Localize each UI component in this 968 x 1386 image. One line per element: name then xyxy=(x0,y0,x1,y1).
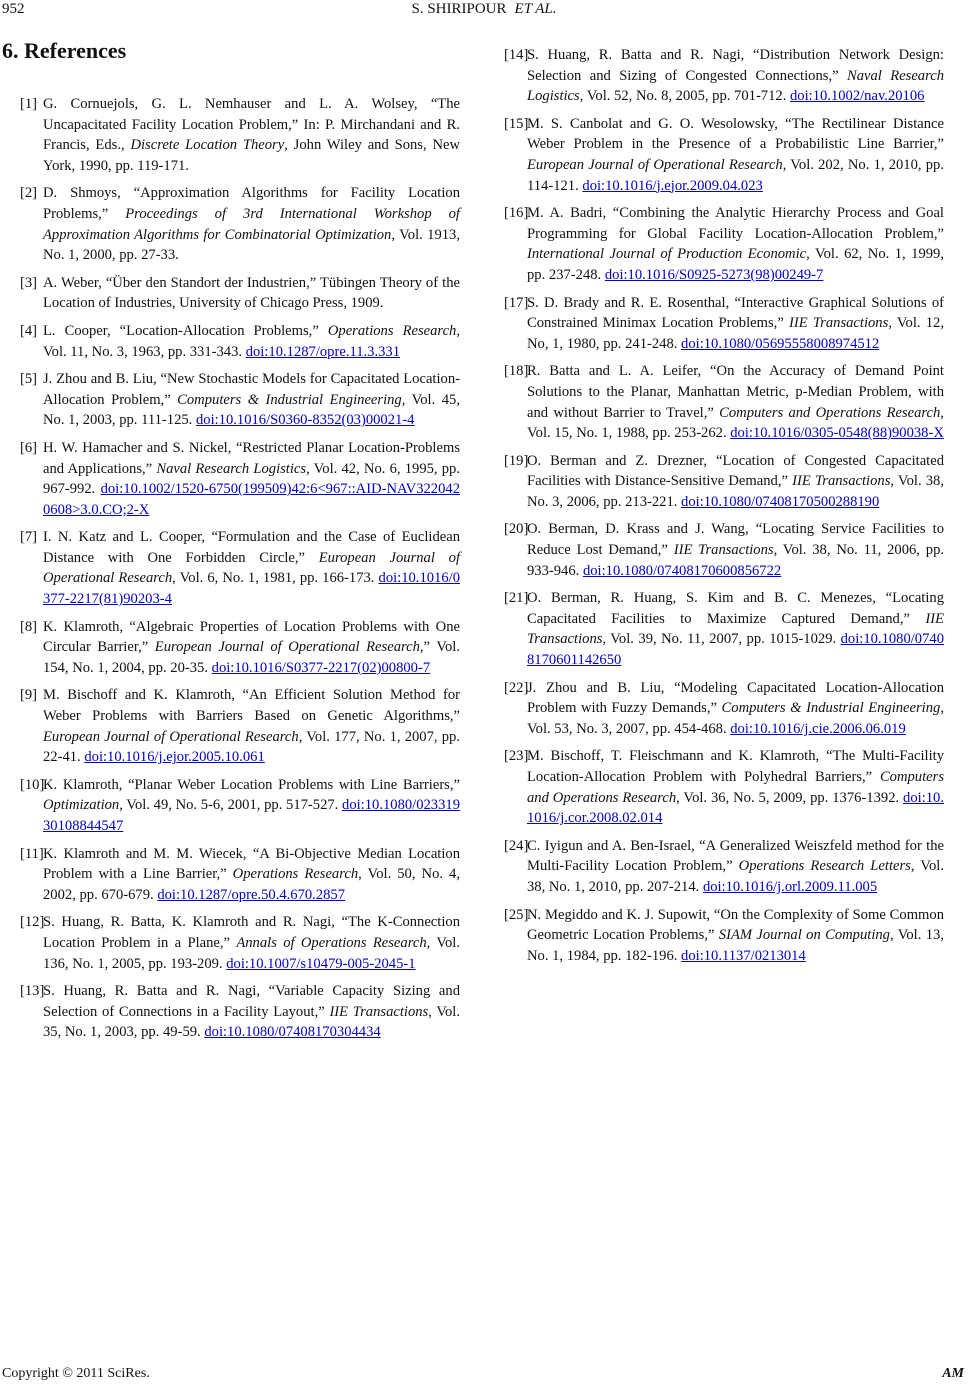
reference-number: [23] xyxy=(504,748,529,765)
reference-text: M. S. Canbolat and G. O. Wesolowsky, “The Rectilinear Distance Weber Problem in the Presence of a Probabilistic Line Barrier,” xyxy=(527,115,944,153)
reference-item xyxy=(504,746,944,828)
reference-text: G. Cornuejols, G. L. Nemhauser and L. A. Wolsey, “The Uncapacitated Facility Location Problem,” In: P. Mirchandani and R. Francis, Eds., xyxy=(43,96,460,154)
doi-link[interactable]: doi:10.1080/05695558008974512 xyxy=(681,335,880,352)
reference-text: D. Shmoys, “Approximation Algorithms for Facility Location Problems,” xyxy=(43,185,460,222)
reference-number: [17] xyxy=(504,294,529,311)
doi-link[interactable]: doi:10.1080/02331930108844547 xyxy=(43,797,460,834)
running-title-author: S. SHIRIPOUR xyxy=(411,1,507,17)
reference-text: K. Klamroth, “Planar Weber Location Problems with Line Barriers,” xyxy=(43,776,460,793)
reference-item xyxy=(20,775,460,837)
reference-source: Optimization xyxy=(43,797,120,814)
reference-source: IIE Transactions xyxy=(792,473,891,490)
reference-text: K. Klamroth, “Algebraic Properties of Location Problems with One Circular Barrier,” xyxy=(43,618,460,656)
reference-source: Operations Research xyxy=(327,322,457,339)
reference-number: [8] xyxy=(20,618,38,635)
reference-number: [13] xyxy=(20,983,45,1000)
reference-item xyxy=(504,588,944,670)
doi-link[interactable]: doi:10.1287/opre.50.4.670.2857 xyxy=(157,886,346,903)
reference-text: H. W. Hamacher and S. Nickel, “Restricted Planar Location-Problems and Applications,” xyxy=(43,439,460,477)
reference-number: [22] xyxy=(504,679,529,696)
reference-item xyxy=(20,438,460,520)
reference-number: [24] xyxy=(504,837,529,854)
reference-text: S. D. Brady and R. E. Rosenthal, “Interactive Graphical Solutions of Constrained Minimax Location Problems,” xyxy=(527,294,944,332)
reference-text: , Vol. 35, No. 1, 2003, pp. 49-59. xyxy=(43,1003,461,1041)
reference-text: M. A. Badri, “Combining the Analytic Hierarchy Process and Goal Programming for Global Facility Location-Allocation Problem,” xyxy=(527,205,944,242)
reference-text: , Vol. 136, No. 1, 2005, pp. 193-209. xyxy=(43,934,460,972)
reference-number: [5] xyxy=(20,371,38,388)
reference-text: ,” Vol. 154, No. 1, 2004, pp. 20-35. xyxy=(43,639,460,676)
reference-number: [20] xyxy=(504,521,529,538)
reference-text: S. Huang, R. Batta and R. Nagi, “Distribution Network Design: Selection and Sizing of Congested Connections,” xyxy=(527,47,944,84)
reference-source: IIE Transactions xyxy=(789,315,889,332)
reference-text: R. Batta and L. A. Leifer, “On the Accuracy of Demand Point Solutions to the Planar, Manhattan Metric, p-Median Problem, with and without Barrier to Travel,” xyxy=(527,363,944,421)
reference-text: O. Berman, R. Huang, S. Kim and B. C. Menezes, “Locating Capacitated Facilities to Maximize Captured Demand,” xyxy=(527,590,944,627)
reference-source: Computers & Industrial Engineering xyxy=(721,700,941,717)
reference-source: European Journal of Operational Research xyxy=(154,639,420,656)
reference-item xyxy=(504,361,944,443)
reference-item xyxy=(20,369,460,431)
reference-text: , Vol. 50, No. 4, 2002, pp. 670-679. xyxy=(43,866,460,903)
doi-link[interactable]: doi:10.1016/j.ejor.2005.10.061 xyxy=(84,749,265,766)
doi-link[interactable]: doi:10.1080/07408170600856722 xyxy=(582,562,782,579)
doi-link[interactable]: doi:10.1016/S0360-8352(03)00021-4 xyxy=(195,412,415,429)
reference-source: International Journal of Production Economic xyxy=(527,246,807,263)
reference-text: , Vol. 62, No. 1, 1999, pp. 237-248. xyxy=(527,246,944,283)
reference-source: European Journal of Operational Research xyxy=(43,549,460,587)
doi-link[interactable]: doi:10.1016/0377-2217(81)90203-4 xyxy=(43,570,460,608)
reference-item xyxy=(20,844,460,906)
references-column-left xyxy=(20,94,460,1050)
reference-number: [6] xyxy=(20,439,38,456)
reference-number: [12] xyxy=(20,914,45,931)
reference-text: , Vol. 36, No. 5, 2009, pp. 1376-1392. xyxy=(676,789,904,806)
reference-number: [3] xyxy=(20,274,38,291)
reference-text: , Vol. 12, No, 1, 1980, pp. 241-248. xyxy=(527,315,944,352)
reference-item xyxy=(20,183,460,265)
reference-number: [1] xyxy=(20,96,38,112)
reference-source: European Journal of Operational Research xyxy=(527,156,783,173)
reference-source: Computers and Operations Research xyxy=(719,404,941,421)
reference-text: M. Bischoff, T. Fleischmann and K. Klamroth, “The Multi-Facility Location-Allocation Problem with Polyhedral Barriers,” xyxy=(527,748,944,785)
reference-item xyxy=(20,685,460,767)
reference-text: S. Huang, R. Batta, K. Klamroth and R. Nagi, “The K-Connection Location Problem in a Plane,” xyxy=(43,914,460,951)
reference-text: , Vol. 53, No. 3, 2007, pp. 454-468. xyxy=(527,700,944,737)
reference-source: Proceedings of 3rd International Workshop of Approximation Algorithms for Combinatorial Optimization xyxy=(43,205,460,243)
reference-source: Annals of Operations Research xyxy=(236,934,427,951)
doi-link[interactable]: doi:10.1002/1520-6750(199509)42:6<967::AID-NAV3220420608>3.0.CO;2-X xyxy=(43,481,460,518)
reference-text: O. Berman and Z. Drezner, “Location of Congested Capacitated Facilities with Distance-Sensitive Demand,” xyxy=(527,452,944,490)
copyright: Copyright © 2011 SciRes. xyxy=(2,1366,150,1381)
doi-link[interactable]: doi:10.1002/nav.20106 xyxy=(790,88,925,105)
section-title: 6. References xyxy=(2,38,127,63)
reference-number: [15] xyxy=(504,115,529,132)
reference-text: , Vol. 52, No. 8, 2005, pp. 701-712. xyxy=(579,88,790,105)
reference-source: Operations Research xyxy=(232,866,359,883)
reference-text: M. Bischoff and K. Klamroth, “An Efficient Solution Method for Weber Problems with Barriers Based on Genetic Algorithms,” xyxy=(43,687,460,725)
reference-text: , Vol. 11, No. 3, 1963, pp. 331-343. xyxy=(43,322,460,360)
reference-item xyxy=(504,114,944,196)
reference-item xyxy=(20,321,460,362)
doi-link[interactable]: doi:10.1137/0213014 xyxy=(681,947,806,964)
reference-item xyxy=(504,451,944,513)
reference-number: [19] xyxy=(504,452,529,469)
running-title xyxy=(0,1,968,18)
reference-source: IIE Transactions xyxy=(673,542,774,559)
reference-item xyxy=(20,617,460,679)
doi-link[interactable]: doi:10.1016/j.cor.2008.02.014 xyxy=(527,789,944,827)
reference-text: I. N. Katz and L. Cooper, “Formulation and the Case of Euclidean Distance with One Forbidden Circle,” xyxy=(43,529,460,566)
doi-link[interactable]: doi:10.1016/j.ejor.2009.04.023 xyxy=(582,177,763,194)
references-column-right xyxy=(504,45,944,973)
reference-item xyxy=(504,905,944,967)
doi-link[interactable]: doi:10.1016/S0377-2217(02)00800-7 xyxy=(211,659,431,676)
reference-number: [9] xyxy=(20,687,38,704)
reference-item xyxy=(504,678,944,740)
reference-text: S. Huang, R. Batta and R. Nagi, “Variable Capacity Sizing and Selection of Connections in a Facility Layout,” xyxy=(43,983,460,1020)
page-number: 952 xyxy=(2,1,25,17)
reference-text: , John Wiley and Sons, New York, 1990, pp. 119-171. xyxy=(43,137,460,174)
reference-item xyxy=(20,527,460,609)
reference-text: , Vol. 15, No. 1, 1988, pp. 253-262. xyxy=(527,404,944,442)
reference-number: [14] xyxy=(504,47,529,63)
reference-number: [16] xyxy=(504,205,529,222)
reference-item xyxy=(20,981,460,1043)
page-header xyxy=(0,0,968,20)
reference-item xyxy=(504,45,944,107)
running-title-etal: ET AL. xyxy=(514,1,557,17)
reference-source: Naval Research Logistics xyxy=(527,67,945,105)
reference-source: IIE Transactions xyxy=(329,1003,429,1020)
reference-text: , Vol. 177, No. 1, 2007, pp. 22-41. xyxy=(43,728,460,766)
reference-text: , Vol. 202, No. 1, 2010, pp. 114-121. xyxy=(527,156,944,194)
reference-number: [10] xyxy=(20,776,45,793)
reference-text: J. Zhou and B. Liu, “New Stochastic Models for Capacitated Location-Allocation Problem,” xyxy=(43,371,460,408)
reference-item xyxy=(504,519,944,581)
reference-item xyxy=(504,293,944,355)
reference-source: Naval Research Logistics xyxy=(156,460,307,477)
reference-source: SIAM Journal on Computing xyxy=(718,927,890,944)
reference-item xyxy=(20,273,460,314)
reference-item xyxy=(504,836,944,898)
reference-number: [7] xyxy=(20,529,38,546)
doi-link[interactable]: doi:10.1016/j.cie.2006.06.019 xyxy=(730,720,906,737)
doi-link[interactable]: doi:10.1080/07408170601142650 xyxy=(527,631,944,669)
reference-text: , Vol. 45, No. 1, 2003, pp. 111-125. xyxy=(43,391,460,429)
reference-source: Discrete Location Theory xyxy=(130,137,285,154)
reference-text: N. Megiddo and K. J. Supowit, “On the Complexity of Some Common Geometric Location Problems,” xyxy=(527,906,944,944)
reference-number: [4] xyxy=(20,322,38,339)
doi-link[interactable]: doi:10.1080/07408170500288190 xyxy=(681,493,880,510)
reference-text: , Vol. 42, No. 6, 1995, pp. 967-992. xyxy=(43,460,461,498)
reference-number: [25] xyxy=(504,906,529,923)
journal-abbrev: AM xyxy=(942,1366,964,1381)
reference-text: , Vol. 38, No. 1, 2010, pp. 207-214. xyxy=(527,858,944,895)
reference-text: , Vol. 38, No. 3, 2006, pp. 213-221. xyxy=(527,473,945,510)
reference-number: [21] xyxy=(504,590,529,607)
reference-number: [2] xyxy=(20,185,38,202)
doi-link[interactable]: doi:10.1016/j.orl.2009.11.005 xyxy=(702,878,878,895)
reference-item xyxy=(504,203,944,285)
reference-source: European Journal of Operational Research xyxy=(43,728,299,745)
reference-text: O. Berman, D. Krass and J. Wang, “Locating Service Facilities to Reduce Lost Demand,” xyxy=(527,521,944,559)
reference-text: , Vol. 38, No. 11, 2006, pp. 933-946. xyxy=(527,542,945,579)
reference-text: C. Iyigun and A. Ben-Israel, “A Generalized Weiszfeld method for the Multi-Facility Location Problem,” xyxy=(527,837,944,875)
reference-text: K. Klamroth and M. M. Wiecek, “A Bi-Objective Median Location Problem with a Line Barrier,” xyxy=(43,845,460,883)
reference-number: [18] xyxy=(504,363,529,380)
reference-text: J. Zhou and B. Liu, “Modeling Capacitated Location-Allocation Problem with Fuzzy Demands,” xyxy=(527,679,944,717)
doi-link[interactable]: doi:10.1080/07408170304434 xyxy=(204,1024,381,1041)
doi-link[interactable]: doi:10.1007/s10479-005-2045-1 xyxy=(226,955,416,972)
reference-text: , Vol. 6, No. 1, 1981, pp. 166-173. xyxy=(172,570,379,587)
doi-link[interactable]: doi:10.1016/0305-0548(88)90038-X xyxy=(730,425,944,442)
reference-source: Computers and Operations Research xyxy=(527,769,944,806)
reference-text: , Vol. 49, No. 5-6, 2001, pp. 517-527. xyxy=(119,797,343,814)
reference-text: L. Cooper, “Location-Allocation Problems,” xyxy=(43,322,328,339)
reference-item xyxy=(20,912,460,974)
reference-text: , Vol. 39, No. 11, 2007, pp. 1015-1029. xyxy=(602,631,841,648)
reference-text: A. Weber, “Über den Standort der Industrien,” Tübingen Theory of the Location of Industries, University of Chicago Press, 1909. xyxy=(43,274,460,312)
reference-item xyxy=(20,94,460,176)
doi-link[interactable]: doi:10.1287/opre.11.3.331 xyxy=(245,343,401,360)
reference-source: Operations Research Letters xyxy=(738,858,911,875)
reference-text: , Vol. 1913, No. 1, 2000, pp. 27-33. xyxy=(43,226,460,264)
reference-source: IIE Transactions xyxy=(527,610,944,648)
doi-link[interactable]: doi:10.1016/S0925-5273(98)00249-7 xyxy=(604,266,824,283)
reference-source: Computers & Industrial Engineering xyxy=(177,391,402,408)
reference-text: , Vol. 13, No. 1, 1984, pp. 182-196. xyxy=(527,927,944,964)
reference-number: [11] xyxy=(20,845,44,862)
